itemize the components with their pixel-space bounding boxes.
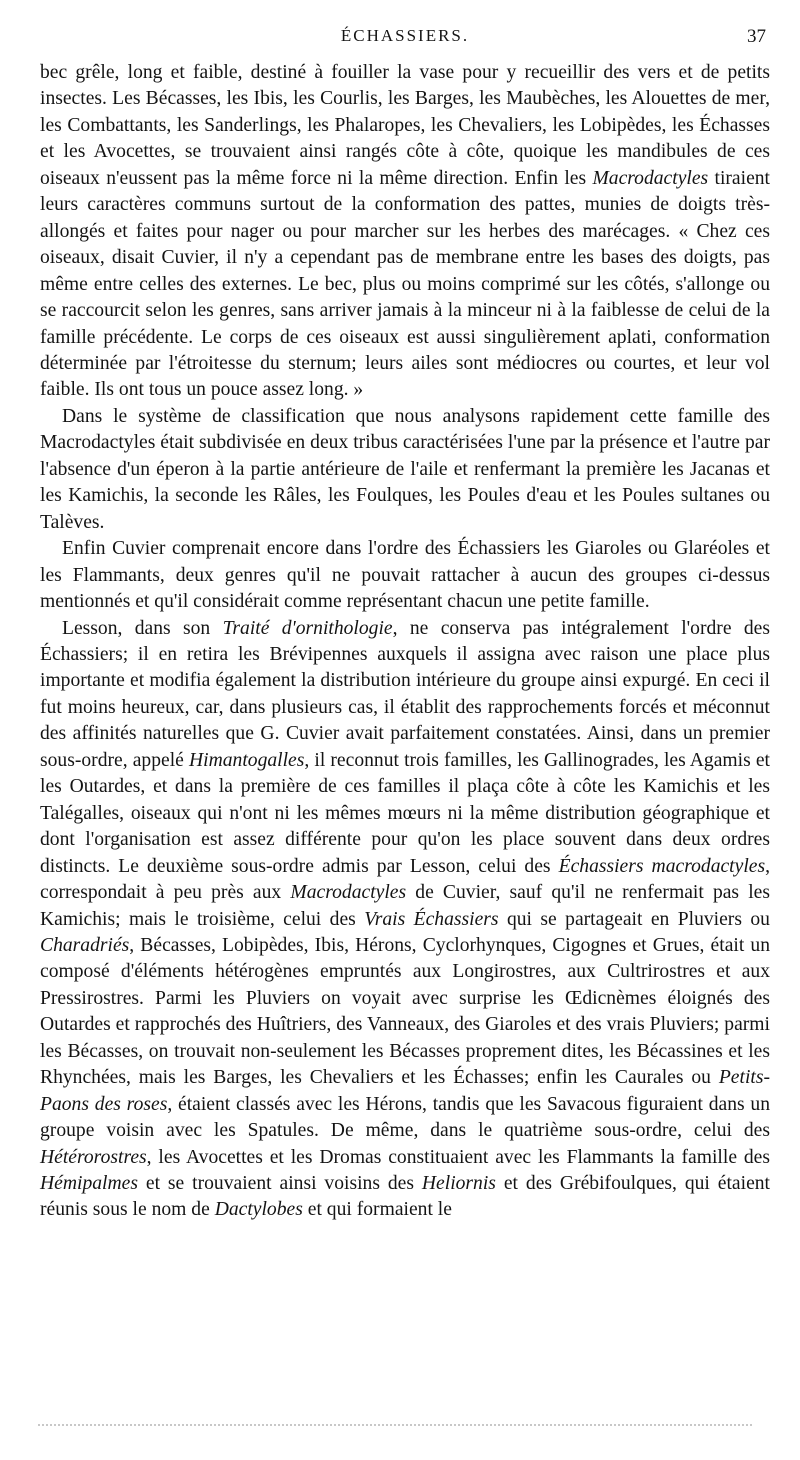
text-run: , il reconnut trois familles, les Gallinogrades, les Agamis et les Outardes, et dans la première de ces familles il plaça côte à côte les Kamichis et les Talégalles, oiseaux qui n'ont ni les mêmes mœurs ni la même distribution géographique et dont l'organisation est assez différente pour qu'on les place souvent dans deux ordres distincts. Le deuxième sous-ordre admis par Lesson, celui des: [40, 749, 770, 877]
italic-term: Dactylobes: [214, 1199, 303, 1221]
paragraph: [40, 404, 770, 536]
text-run: bec grêle, long et faible, destiné à fouiller la vase pour y recueillir des vers et de petits insectes. Les Bécasses, les Ibis, les Courlis, les Barges, les Maubèches, les Alouettes de mer, les Combattants, les Sanderlings, les Phalaropes, les Chevaliers, les Lobipèdes, les Échasses et les Avocettes, se trouvaient ainsi rangés côte à côte, quoique les mandibules de ces oiseaux n'eussent pas la même force ni la même direction. Enfin les: [40, 62, 770, 189]
italic-term: Hémipalmes: [40, 1173, 138, 1195]
italic-term: Charadriés: [40, 934, 130, 956]
text-run: , Bécasses, Lobipèdes, Ibis, Hérons, Cyclorhynques, Cigognes et Grues, était un composé d'éléments hétérogènes empruntés aux Longirostres, aux Cultrirostres et aux Pressirostres. Parmi les Pluviers on voyait avec surprise les Œdicnèmes éloignés des Outardes et rapprochés des Huîtriers, des Vanneaux, des Giaroles et des vrais Pluviers; parmi les Bécasses, on trouvait non-seulement les Bécasses proprement dites, les Bécassines et les Rhynchées, mais les Barges, les Chevaliers et les Échasses; enfin les Caurales ou: [40, 934, 770, 1089]
italic-term: Hétérorostres: [40, 1146, 147, 1168]
text-run: tiraient leurs caractères communs surtout de la conformation des pattes, munies de doigts très-allongés et faites pour nager ou pour marcher sur les herbes des marécages. « Chez ces oiseaux, disait Cuvier, il n'y a cependant pas de membrane entre les bases des doigts, pas même entre celles des externes. Le bec, plus ou moins comprimé sur les côtés, s'allonge ou se raccourcit selon les genres, sans arriver jamais à la minceur ni à la faiblesse de celui de la famille précédente. Le corps de ces oiseaux est aussi singulièrement aplati, conformation déterminée par l'étroitesse du sternum; leurs ailes sont médiocres ou courtes, et leur vol faible. Ils ont tous un pouce assez long. »: [40, 167, 771, 401]
text-run: , ne conserva pas intégralement l'ordre des Échassiers; il en retira les Brévipennes auxquels il assigna avec raison une place plus importante et modifia également la distribution intérieure du groupe ainsi expurgé. En ceci il fut moins heureux, car, dans plusieurs cas, il établit des rapprochements forcés et méconnut des affinités naturelles que G. Cuvier avait parfaitement constatées. Ainsi, dans un premier sous-ordre, appelé: [40, 617, 770, 771]
text-run: Dans le système de classification que nous analysons rapidement cette famille des Macrodactyles était subdivisée en deux tribus caractérisées l'une par la présence et l'autre par l'absence d'un éperon à la partie antérieure de l'aile et renfermant la première les Jacanas et les Kamichis, la seconde les Râles, les Foulques, les Poules d'eau et les Poules sultanes ou Talèves.: [40, 405, 770, 533]
text-run: de Cuvier, sauf qu'il ne renfermait pas les Kamichis; mais le troisième, celui des: [40, 882, 770, 930]
text-run: et se trouvaient ainsi voisins des: [137, 1173, 422, 1195]
italic-term: Himantogalles: [188, 749, 305, 771]
running-title: ÉCHASSIERS.: [340, 26, 470, 45]
text-run: qui se partageait en Pluviers ou: [498, 908, 770, 930]
running-head: [40, 26, 770, 60]
paragraph: [40, 616, 770, 1224]
text-run: et des Grébifoulques, qui étaient réunis sous le nom de: [40, 1173, 771, 1221]
italic-term: Petits-Paons des roses: [40, 1067, 770, 1115]
italic-term: Macrodactyles: [592, 167, 709, 189]
text-run: et qui formaient le: [302, 1199, 452, 1221]
italic-term: Vrais Échassiers: [364, 908, 499, 930]
page-number: 37: [747, 26, 766, 47]
italic-term: Traité d'ornithologie: [222, 617, 393, 639]
text-run: Enfin Cuvier comprenait encore dans l'ordre des Échassiers les Giaroles ou Glaréoles et les Flammants, deux genres qu'il ne pouvait rattacher à aucun des groupes ci-dessus mentionnés et qu'il considérait comme représentant chacun une petite famille.: [40, 538, 770, 613]
text-run: , correspondait à peu près aux: [40, 855, 770, 904]
text-run: , les Avocettes et les Dromas constituaient avec les Flammants la famille des: [146, 1146, 770, 1168]
paragraph: [40, 536, 770, 615]
italic-term: Macrodactyles: [290, 882, 407, 904]
paragraph: [40, 60, 770, 404]
italic-term: Échassiers macrodactyles: [558, 855, 766, 877]
text-run: , étaient classés avec les Hérons, tandis que les Savacous figuraient dans un groupe voisin avec les Spatules. De même, dans le quatrième sous-ordre, celui des: [40, 1093, 770, 1142]
text-run: Lesson, dans son: [62, 617, 223, 639]
body-text: [40, 60, 770, 1224]
italic-term: Heliornis: [421, 1173, 496, 1195]
bottom-rule: [38, 1424, 752, 1426]
